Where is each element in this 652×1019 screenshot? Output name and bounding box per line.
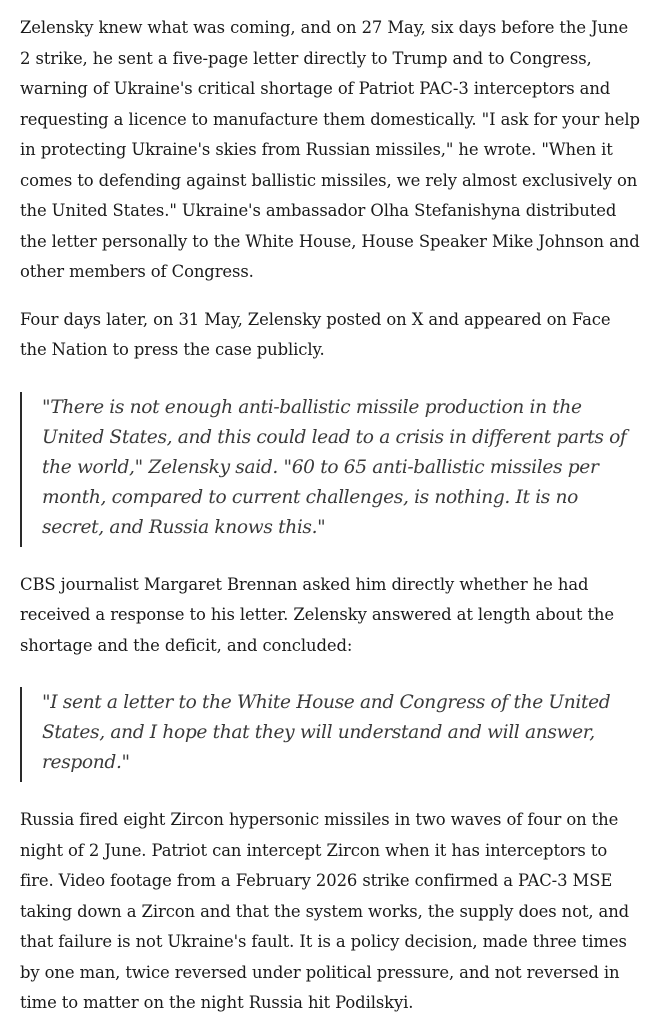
- article-body: [20, 0, 640, 1019]
- blockquote-letter-to-white-house: [20, 687, 640, 782]
- paragraph-face-the-nation: Four days later, on 31 May, Zelensky posted on X and appeared on Face the Nation to press the case publicly.: [20, 309, 611, 359]
- paragraph-zircon-strike: Russia fired eight Zircon hypersonic missiles in two waves of four on the night of 2 June. Patriot can intercept Zircon when it has interceptors to fire. Video footage from a February 2026 strike confirmed a PAC-3 MSE taking down a Zircon and that the system works, the supply does not, and that failure is not Ukraine's fault. It is a policy decision, made three times by one man, twice reversed under political pressure, and not reversed in time to matter on the night Russia hit Podilskyi.: [20, 810, 630, 1012]
- quote-text: "There is not enough anti-ballistic missile production in the United States, and this could lead to a crisis in different parts of the world," Zelensky said. "60 to 65 anti-ballistic missiles per month, compared to current challenges, is nothing. It is no secret, and Russia knows this.": [42, 396, 627, 538]
- quote-text: "I sent a letter to the White House and Congress of the United States, and I hope that they will understand and will answer, respond.": [42, 692, 611, 773]
- paragraph-cbs-brennan: CBS journalist Margaret Brennan asked him directly whether he had received a response to his letter. Zelensky answered at length about the shortage and the deficit, and concluded:: [20, 574, 614, 655]
- paragraph-letter-to-trump: Zelensky knew what was coming, and on 27 May, six days before the June 2 strike, he sent a five-page letter directly to Trump and to Congress, warning of Ukraine's critical shortage of Patriot PAC-3 interceptors and requesting a licence to manufacture them domestically. "I ask for your help in protecting Ukraine's skies from Russian missiles," he wrote. "When it comes to defending against ballistic missiles, we rely almost exclusively on the United States." Ukraine's ambassador Olha Stefanishyna distributed the letter personally to the White House, House Speaker Mike Johnson and other members of Congress.: [20, 18, 640, 281]
- blockquote-anti-ballistic-production: [20, 392, 640, 547]
